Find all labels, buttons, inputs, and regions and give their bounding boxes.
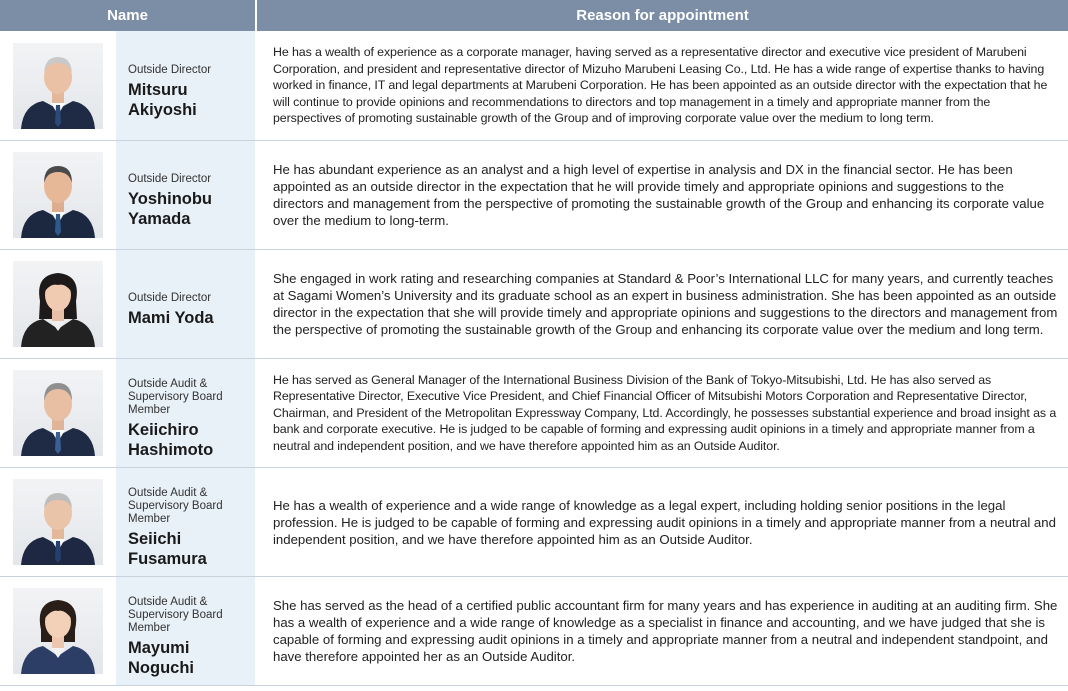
table-row: [0, 249, 1068, 358]
person-name: [128, 80, 255, 120]
table-row: [0, 140, 1068, 249]
portrait-photo: [13, 479, 103, 565]
role-label: Outside Audit & Supervisory Board Member: [128, 378, 223, 416]
person-name-line1: Mami Yoda: [128, 309, 214, 327]
portrait-male-grey-hair-icon: [13, 479, 103, 565]
table-row: [0, 31, 1068, 140]
photo-cell: [0, 141, 116, 249]
reason-text: He has a wealth of experience and a wide range of knowledge as a legal expert, including holding senior positions in the legal profession. He is judged to be capable of forming and expressing audit opinions in a timely and appropriate manner from a neutral and independent position, and we have therefore appointed him as an Outside Auditor.: [273, 497, 1056, 547]
reason-text: She engaged in work rating and researching companies at Standard & Poor’s International LLC for many years, and currently teaches at Sagami Women’s University and its graduate school as an expert in business administration. She has been appointed as an outside director in the expectation that she will provide timely and appropriate opinions and suggestions to the directors and management from the perspective of promoting the sustainable growth of the Group and enhancing its corporate value over the medium and long term.: [273, 271, 1058, 337]
name-cell: [116, 359, 255, 467]
reason-text: She has served as the head of a certified public accountant firm for many years and has experience in auditing at an auditing firm. She has a wealth of experience and a wide range of knowledge as a specialist in finance and accounting, and we have judged that she is capable of forming and expressing audit opinions in a timely and appropriate manner from a neutral and independent standpoint, and have therefore appointed her as an Outside Auditor.: [273, 598, 1058, 664]
person-name-line1: Seiichi: [128, 530, 182, 548]
photo-cell: [0, 577, 116, 685]
person-name-line2: Noguchi: [128, 659, 194, 677]
role-label: Outside Director: [128, 292, 212, 304]
header-name: Name: [0, 0, 255, 31]
name-cell: [116, 468, 255, 576]
reason-text: He has served as General Manager of the International Business Division of the Bank of Tokyo-Mitsubishi, Ltd. He has also served as Representative Director, Executive Vice President, and Chief Financial Officer of Mitsubishi Motors Corporation and Representative Director, Chairman, and President of the Metropolitan Expressway Company, Ltd. Accordingly, he possesses substantial experience and broad insight as a bank and corporate executive. He is judged to be capable of forming and expressing audit opinions in a timely and appropriate manner from a neutral and independent position, and we have therefore appointed him as an Outside Auditor.: [273, 372, 1057, 453]
person-name-line1: Mayumi: [128, 639, 190, 657]
portrait-male-grey-hair-icon: [13, 370, 103, 456]
reason-text: He has a wealth of experience as a corporate manager, having served as a representative director and executive vice president of Marubeni Corporation, and president and representative director of Mizuho Marubeni Leasing Co., Ltd. He has a wide range of expertise thanks to having worked in finance, IT and legal departments at Marubeni Corporation. He has been appointed as an outside director with the expectation that he will continue to provide opinions and recommendations to directors and top management in a timely and appropriate manner from the perspectives of promoting sustainable growth of the Group and of improving corporate value over the medium to long term.: [273, 45, 1048, 126]
name-cell: [116, 141, 255, 249]
person-name-line1: Yoshinobu: [128, 190, 213, 208]
photo-cell: [0, 31, 116, 140]
person-name: [128, 529, 255, 569]
person-name: [128, 308, 255, 328]
person-name: [128, 638, 255, 678]
header-reason: Reason for appointment: [257, 0, 1068, 31]
name-cell: [116, 31, 255, 140]
role-label: Outside Audit & Supervisory Board Member: [128, 596, 223, 634]
table-row: [0, 576, 1068, 685]
portrait-female-dark-hair-icon: [13, 588, 103, 674]
person-name: [128, 189, 255, 229]
person-name-line1: Keiichiro: [128, 421, 199, 439]
person-name-line2: Yamada: [128, 210, 191, 228]
portrait-photo: [13, 152, 103, 238]
portrait-photo: [13, 261, 103, 347]
photo-cell: [0, 359, 116, 467]
photo-cell: [0, 250, 116, 358]
table-row: [0, 467, 1068, 576]
table-row: [0, 358, 1068, 467]
role-label: Outside Audit & Supervisory Board Member: [128, 487, 223, 525]
person-name-line2: Fusamura: [128, 550, 207, 568]
portrait-male-dark-hair-icon: [13, 152, 103, 238]
role-label: Outside Director: [128, 173, 212, 185]
portrait-photo: [13, 588, 103, 674]
photo-cell: [0, 468, 116, 576]
portrait-male-grey-hair-icon: [13, 43, 103, 129]
portrait-photo: [13, 370, 103, 456]
person-name-line2: Akiyoshi: [128, 100, 197, 119]
person-name-line2: Hashimoto: [128, 441, 214, 459]
name-cell: [116, 250, 255, 358]
portrait-photo: [13, 43, 103, 129]
table-body: [0, 31, 1068, 686]
role-label: Outside Director: [128, 63, 212, 76]
name-cell: [116, 577, 255, 685]
reason-text: He has abundant experience as an analyst and a high level of expertise in analysis and DX in the financial sector. He has been appointed as an outside director in the expectation that he will provide timely and appropriate opinions and suggestions to the directors and management from the perspective of promoting the sustainable growth of the Group and enhancing its corporate value over the medium to long-term.: [273, 162, 1045, 228]
portrait-female-dark-hair-icon: [13, 261, 103, 347]
person-name-line1: Mitsuru: [128, 80, 188, 99]
person-name: [128, 420, 255, 460]
table-header: [0, 0, 1068, 31]
